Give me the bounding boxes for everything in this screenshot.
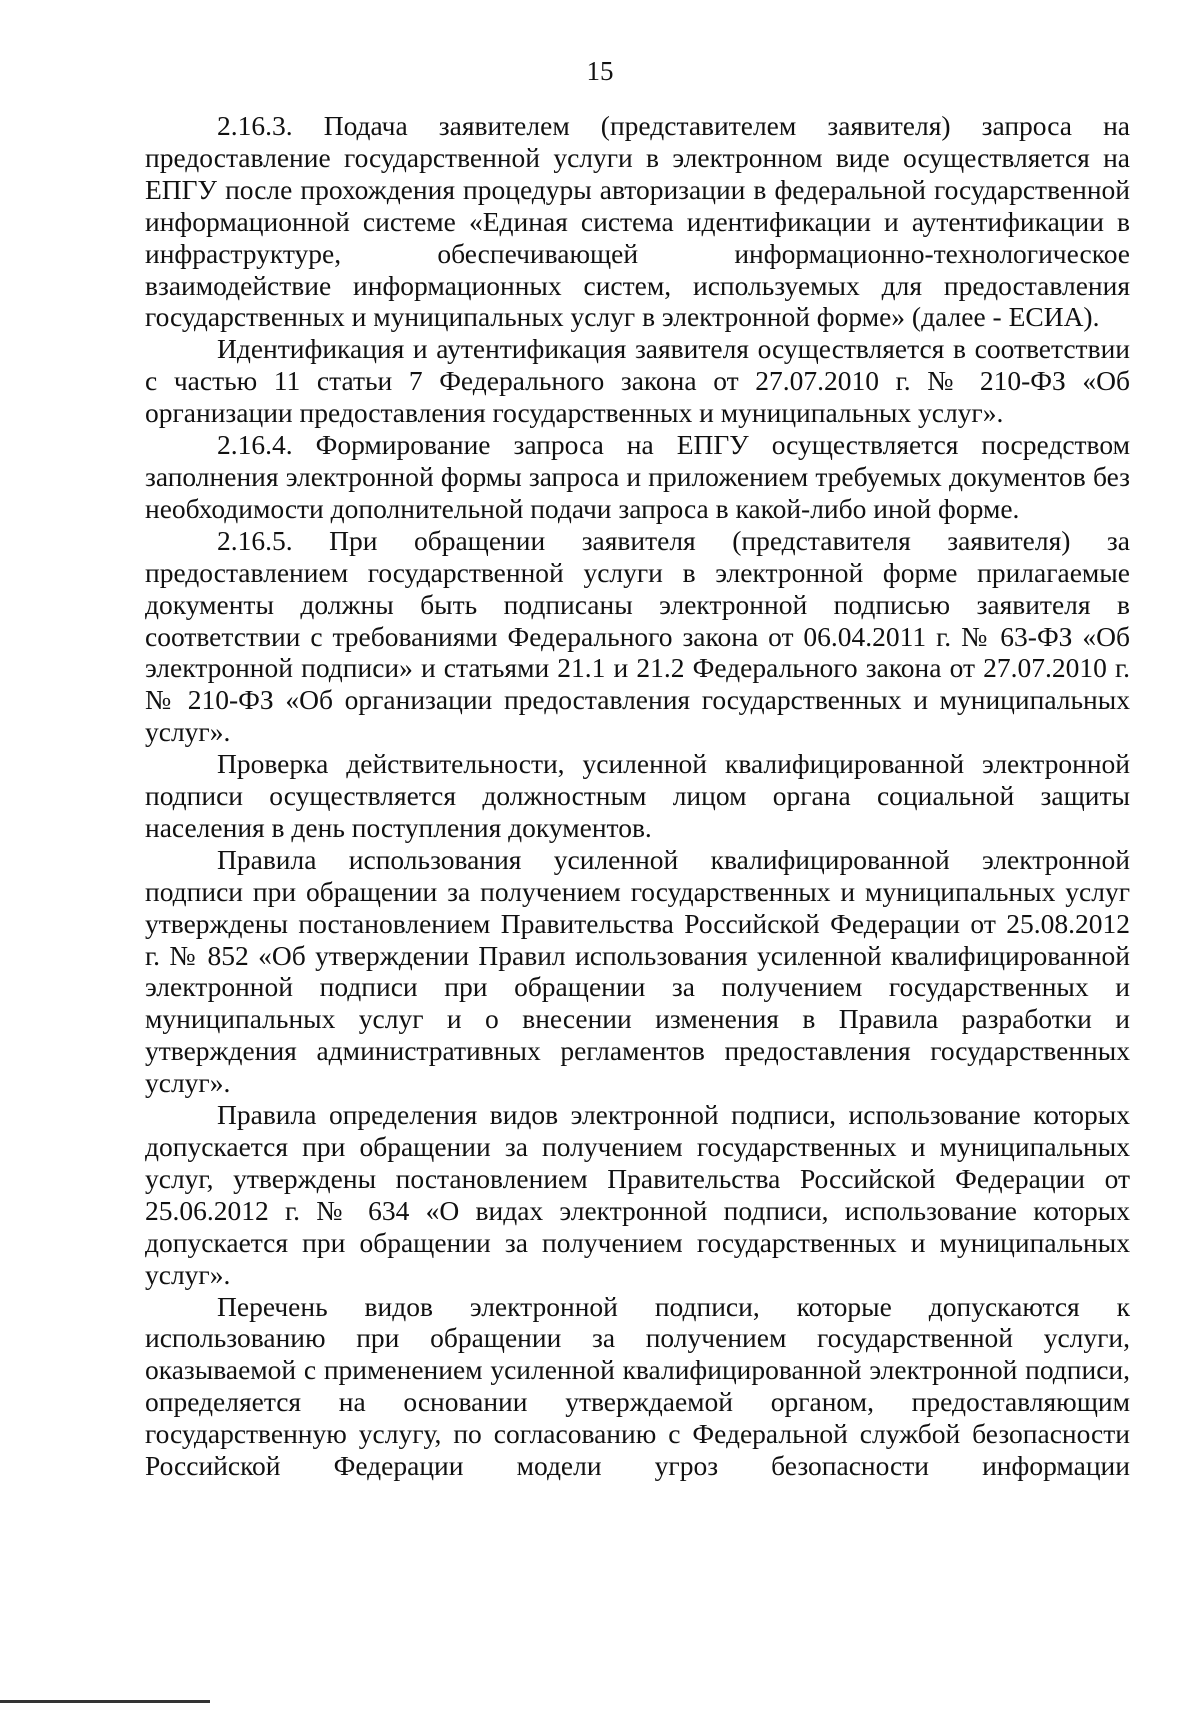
paragraph-2-16-4: 2.16.4. Формирование запроса на ЕПГУ осуществляется посредством заполнения электронной формы запроса и приложением требуемых документов без необходимости дополнительной подачи запроса в какой-либо иной форме. — [145, 429, 1130, 524]
paragraph-2-16-3: 2.16.3. Подача заявителем (представителем заявителя) запроса на предоставление государственной услуги в электронном виде осуществляется на ЕПГУ после прохождения процедуры авторизации в федеральной государственной информационной системе «Единая система идентификации и аутентификации в инфраструктуре, обеспечивающей информационно-технологическое взаимодействие информационных систем, используемых для предоставления государственных и муниципальных услуг в электронной форме» (далее - ЕСИА). — [145, 110, 1130, 333]
paragraph-signature-list: Перечень видов электронной подписи, которые допускаются к использованию при обращении за получением государственной услуги, оказываемой с применением усиленной квалифицированной электронной подписи, определяется на основании утверждаемой органом, предоставляющим государственную услугу, по согласованию с Федеральной службой безопасности Российской Федерации модели угроз безопасности информации — [145, 1290, 1130, 1482]
paragraph-identification: Идентификация и аутентификация заявителя осуществляется в соответствии с частью 11 статьи 7 Федерального закона от 27.07.2010 г. № 210-ФЗ «Об организации предоставления государственных и муниципальных услуг». — [145, 333, 1130, 429]
scan-edge-line — [0, 1700, 210, 1703]
paragraph-signature-types-rules: Правила определения видов электронной подписи, использование которых допускается при обращении за получением государственных и муниципальных услуг, утверждены постановлением Правительства Российской Федерации от 25.06.2012 г. № 634 «О видах электронной подписи, использование которых допускается при обращении за получением государственных и муниципальных услуг». — [145, 1099, 1130, 1290]
paragraph-signature-rules: Правила использования усиленной квалифицированной электронной подписи при обращении за получением государственных и муниципальных услуг утверждены постановлением Правительства Российской Федерации от 25.08.2012 г. № 852 «Об утверждении Правил использования усиленной квалифицированной электронной подписи при обращении за получением государственных и муниципальных услуг и о внесении изменения в Правила разработки и утверждения административных регламентов предоставления государственных услуг». — [145, 843, 1130, 1099]
paragraph-signature-check: Проверка действительности, усиленной квалифицированной электронной подписи осуществляется должностным лицом органа социальной защиты населения в день поступления документов. — [145, 748, 1130, 843]
page-number: 15 — [586, 56, 614, 86]
paragraph-2-16-5: 2.16.5. При обращении заявителя (представителя заявителя) за предоставлением государственной услуги в электронной форме прилагаемые документы должны быть подписаны электронной подписью заявителя в соответствии с требованиями Федерального закона от 06.04.2011 г. № 63-ФЗ «Об электронной подписи» и статьями 21.1 и 21.2 Федерального закона от 27.07.2010 г. № 210-ФЗ «Об организации предоставления государственных и муниципальных услуг». — [145, 524, 1130, 748]
document-body — [145, 110, 1130, 1482]
